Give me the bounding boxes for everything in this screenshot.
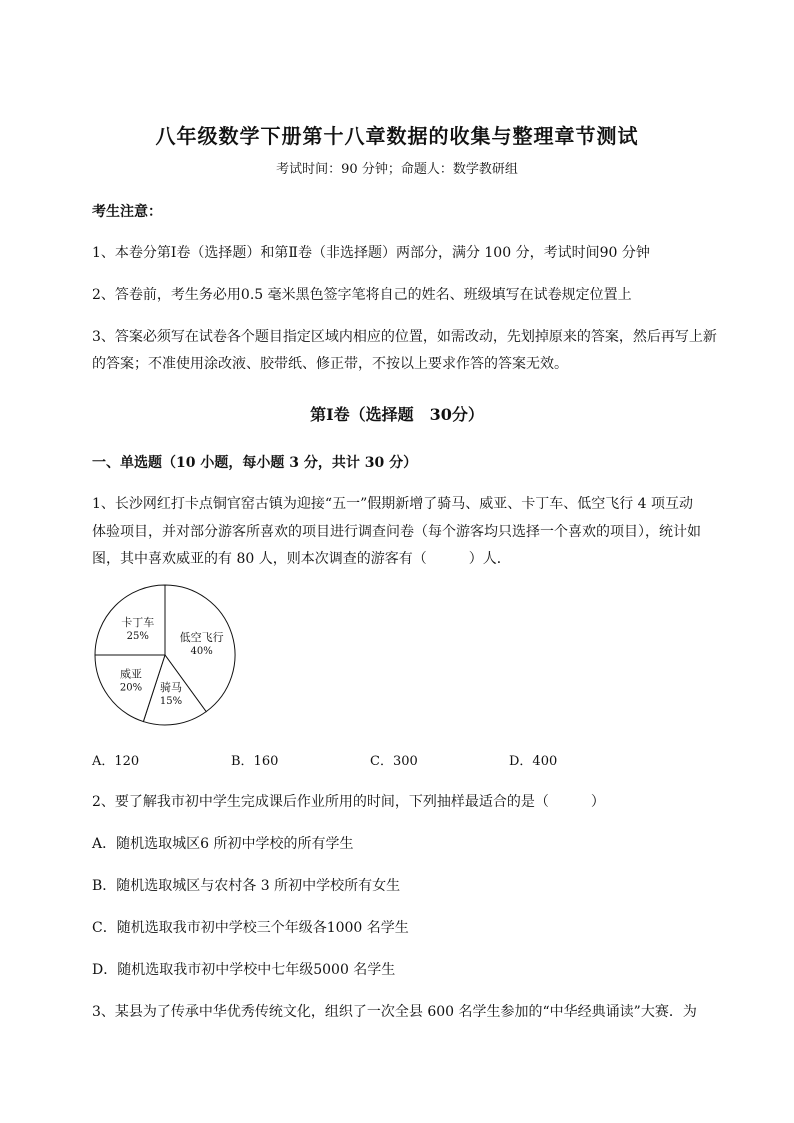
pie-percent-label-2: 20%	[119, 682, 143, 694]
pie-category-label-2: 威亚	[120, 667, 142, 681]
pie-percent-label-3: 25%	[126, 630, 149, 642]
pie-percent-label-1: 15%	[159, 696, 183, 707]
pie-category-label-0: 低空飞行	[179, 631, 224, 645]
q1-line-2: 体验项目，并对部分游客所喜欢的项目进行调查问卷（每个游客均只选择一个喜欢的项目），统计如	[92, 524, 701, 540]
notice-item-3: 3、答案必须写在试卷各个题目指定区域内相应的位置，如需改动，先划掉原来的答案，然后再写上新	[92, 329, 717, 345]
q2-stem: 2、要了解我市初中学生完成课后作业所用的时间，下列抽样最适合的是（ ）	[92, 794, 605, 810]
q2-option-c: C．随机选取我市初中学校三个年级各1000 名学生	[92, 920, 409, 936]
notice-item-2: 2、答卷前，考生务必用0.5 毫米黑色签字笔将自己的姓名、班级填写在试卷规定位置上	[92, 287, 632, 303]
part1-title: 第Ⅰ卷（选择题 30分）	[310, 405, 484, 424]
pie-category-label-1: 骑马	[160, 681, 182, 694]
q2-option-d: D．随机选取我市初中学校中七年级5000 名学生	[92, 962, 396, 978]
q2-option-a: A．随机选取城区6 所初中学校的所有学生	[92, 836, 354, 852]
notice-heading: 考生注意：	[92, 204, 162, 220]
exam-subtitle: 考试时间：90 分钟；命题人：数学教研组	[276, 162, 518, 177]
pie-percent-label-0: 40%	[190, 646, 213, 658]
pie-category-label-3: 卡丁车	[121, 615, 155, 629]
q1-line-1: 1、长沙网红打卡点铜官窑古镇为迎接“五一”假期新增了骑马、威亚、卡丁车、低空飞行 4 项互动	[92, 496, 694, 512]
q1-option-a: A．120	[92, 754, 140, 769]
q1-option-d: D．400	[509, 754, 558, 769]
q3-stem: 3、某县为了传承中华优秀传统文化，组织了一次全县 600 名学生参加的“中华经典诵读”大赛．为	[92, 1004, 697, 1020]
q1-option-c: C．300	[370, 754, 418, 769]
section-heading: 一、单选题（10 小题，每小题 3 分，共计 30 分）	[92, 455, 418, 471]
q2-option-b: B．随机选取城区与农村各 3 所初中学校所有女生	[92, 878, 401, 894]
notice-item-3-cont: 的答案；不准使用涂改液、胶带纸、修正带，不按以上要求作答的答案无效。	[92, 356, 568, 372]
q1-line-3: 图，其中喜欢威亚的有 80 人，则本次调查的游客有（ ）人．	[92, 551, 511, 567]
pie-chart	[92, 584, 238, 726]
q1-option-b: B．160	[231, 754, 279, 769]
notice-item-1: 1、本卷分第Ⅰ卷（选择题）和第Ⅱ卷（非选择题）两部分，满分 100 分，考试时间90 分钟	[92, 245, 650, 261]
exam-title: 八年级数学下册第十八章数据的收集与整理章节测试	[155, 124, 639, 148]
